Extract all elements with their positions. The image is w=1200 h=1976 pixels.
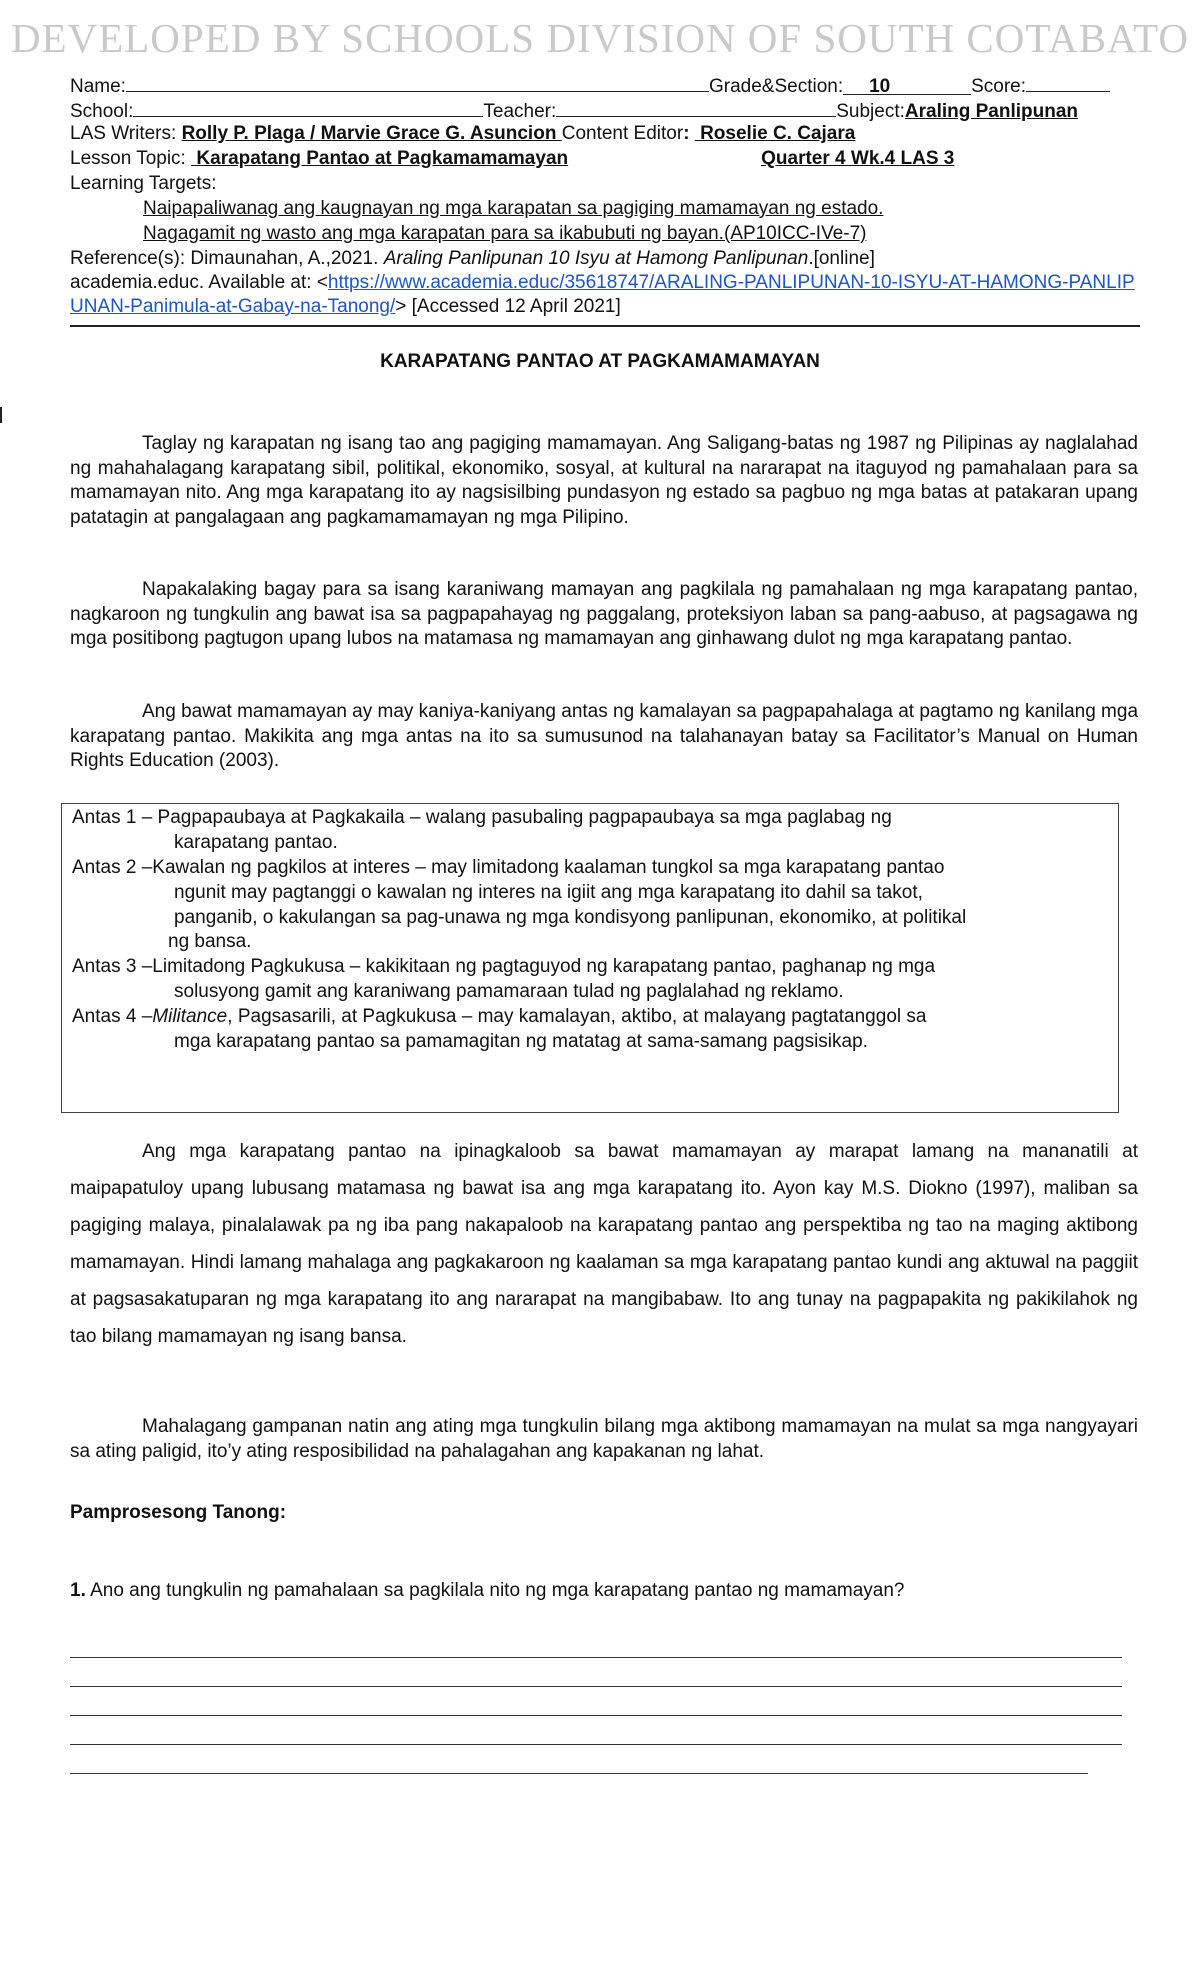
antas-1: Antas 1 – Pagpapaubaya at Pagkakaila – walang pasubaling pagpapaubaya sa mga paglabag ng karapatang pantao. bbox=[72, 807, 892, 853]
grade-field[interactable] bbox=[843, 75, 971, 95]
learning-target-2: Nagagamit ng wasto ang mga karapatan para sa ikabubuti ng bayan.(AP10ICC-IVe-7) bbox=[143, 223, 867, 244]
antas-4: Antas 4 –Militance, Pagsasarili, at Pagkukusa – may kamalayan, aktibo, at malayang pagtatanggol sa mga karapatang pantao sa pamamagitan ng matatag at sama-samang pagsisikap. bbox=[72, 1006, 927, 1052]
name-field[interactable] bbox=[126, 72, 709, 92]
subject-value: Araling Panlipunan bbox=[904, 101, 1079, 122]
header-row-name bbox=[70, 72, 1140, 99]
question-1 bbox=[70, 1580, 905, 1602]
antas-table bbox=[61, 803, 1119, 1113]
paragraph-4: Ang mga karapatang pantao na ipinagkaloob sa bawat mamamayan ay marapat lamang na mananatili at maipapatuloy upang lubusang matamasa ng bawat isa ang mga karapatang ito. Ayon kay M.S. Diokno (1997), maliban sa pagiging malaya, pinalalawak pa ng iba pang nakapaloob na karapatang pantao ang perspektiba ng tao na maging aktibong mamamayan. Hindi lamang mahalaga ang pagkakaroon ng kaalaman sa mga karapatang pantao kundi ang aktuwal na paggiit at pagsasakatuparan ng mga karapatang ito ang nararapat na mangibabaw. Ito ang tunay na pagpapakita ng pakikilahok ng tao bilang mamamayan ng isang bansa. bbox=[70, 1141, 1138, 1347]
margin-mark bbox=[0, 407, 2, 423]
paragraph-1: Taglay ng karapatan ng isang tao ang pagiging mamamayan. Ang Saligang-batas ng 1987 ng Pilipinas ay naglalahad ng mahahalagang karapatang sibil, politikal, ekonomiko, sosyal, at kultural na nararapat na itaguyod ng pamahalaan para sa mamamayan nito. Ang mga karapatang ito ay nagsisilbing pundasyon ng estado sa pagbuo ng mga batas at patakaran upang patatagin at pangalagaan ang pagkamamamayan ng mga Pilipino. bbox=[70, 433, 1138, 528]
quarter-value: Quarter 4 Wk.4 LAS 3 bbox=[761, 148, 955, 169]
writers-value: Rolly P. Plaga / Marvie Grace G. Asuncion bbox=[181, 123, 557, 144]
answer-line-5[interactable] bbox=[70, 1773, 1088, 1774]
teacher-label: Teacher: bbox=[483, 101, 557, 122]
score-field[interactable] bbox=[1026, 72, 1110, 92]
school-field[interactable] bbox=[133, 97, 483, 117]
header-row-school bbox=[70, 97, 1140, 124]
writers-label: LAS Writers: bbox=[70, 123, 182, 144]
header-row-writers: LAS Writers: Rolly P. Plaga / Marvie Grace G. Asuncion Content Editor: Roselie C. Cajara bbox=[70, 122, 1140, 146]
subject-label: Subject: bbox=[836, 101, 905, 122]
header-divider bbox=[70, 325, 1140, 327]
question-1-text: Ano ang tungkulin ng pamahalaan sa pagkilala nito ng mga karapatang pantao ng mamamayan? bbox=[85, 1580, 905, 1601]
antas-3: Antas 3 –Limitadong Pagkukusa – kakikitaan ng pagtaguyod ng karapatang pantao, paghanap ng mga solusyong gamit ang karaniwang pamamaraan tulad ng paglalahad ng reklamo. bbox=[72, 956, 936, 1002]
questions-heading: Pamprosesong Tanong: bbox=[70, 1502, 287, 1523]
question-1-number: 1. bbox=[70, 1580, 86, 1601]
grade-value: 10 bbox=[869, 76, 891, 97]
answer-line-4[interactable] bbox=[70, 1744, 1122, 1745]
learning-target-1: Naipapaliwanag ang kaugnayan ng mga karapatan sa pagiging mamamayan ng estado. bbox=[143, 198, 884, 219]
grade-section-label: Grade&Section: bbox=[708, 76, 844, 97]
topic-label: Lesson Topic: bbox=[70, 148, 192, 169]
reference-title: Araling Panlipunan 10 Isyu at Hamong Panlipunan bbox=[383, 248, 809, 269]
editor-value: Roselie C. Cajara bbox=[700, 123, 856, 144]
school-label: School: bbox=[70, 101, 134, 122]
answer-line-1[interactable] bbox=[70, 1657, 1122, 1658]
score-label: Score: bbox=[971, 76, 1027, 97]
answer-line-2[interactable] bbox=[70, 1686, 1122, 1687]
reference: Reference(s): Dimaunahan, A.,2021. Araling Panlipunan 10 Isyu at Hamong Panlipunan.[online] academia.educ. Available at: <https://www.academia.educ/35618747/ARALING-PANLIPUNAN-10-ISYU-AT-HAMONG-PANLIPUNAN-Panimula-at-Gabay-na-Tanong/> [Accessed 12 April 2021] bbox=[70, 248, 1135, 317]
watermark: DEVELOPED BY SCHOOLS DIVISION OF SOUTH COTABATO bbox=[10, 15, 1190, 61]
answer-line-3[interactable] bbox=[70, 1715, 1122, 1716]
paragraph-5: Mahalagang gampanan natin ang ating mga tungkulin bilang mga aktibong mamamayan na mulat sa mga nangyayari sa ating paligid, ito’y ating resposibilidad na pahalagahan ang kapakanan ng lahat. bbox=[70, 1416, 1138, 1462]
reference-link[interactable]: https://www.academia.educ/35618747/ARALING-PANLIPUNAN-10-ISYU-AT-HAMONG-PANLIPUNAN-Panimula-at-Gabay-na-Tanong/ bbox=[70, 272, 1135, 317]
antas-2: Antas 2 –Kawalan ng pagkilos at interes – may limitadong kaalaman tungkol sa mga karapatang pantao ngunit may pagtanggi o kawalan ng interes na igiit ang mga karapatang ito dahil sa takot, panganib, o kakulangan sa pag-unawa ng mga kondisyong panlipunan, ekonomiko, at politikal ng bansa. bbox=[72, 857, 967, 953]
teacher-field[interactable] bbox=[556, 97, 836, 117]
header-row-topic bbox=[70, 147, 1140, 171]
editor-label: Content Editor bbox=[561, 123, 684, 144]
paragraph-2: Napakalaking bagay para sa isang karaniwang mamayan ang pagkilala ng pamahalaan ng mga karapatang pantao, nagkaroon ng tungkulin ang bawat isa sa pagpapahayag ng paggalang, proteksiyon laban sa pang-aabuso, at pagsagawa ng mga positibong pagtugon upang lubos na matamasa ng mamamayan ang ginhawang dulot ng mga karapatang pantao. bbox=[70, 579, 1138, 649]
paragraph-3: Ang bawat mamamayan ay may kaniya-kaniyang antas ng kamalayan sa pagpapahalaga at pagtamo ng kanilang mga karapatang pantao. Makikita ang mga antas na ito sa sumusunod na talahanayan batay sa Facilitator’s Manual on Human Rights Education (2003). bbox=[70, 701, 1139, 771]
learning-targets-label: Learning Targets: bbox=[70, 173, 217, 194]
name-label: Name: bbox=[70, 76, 126, 97]
page-title: KARAPATANG PANTAO AT PAGKAMAMAMAYAN bbox=[380, 351, 820, 372]
topic-value: Karapatang Pantao at Pagkamamamayan bbox=[196, 148, 569, 169]
